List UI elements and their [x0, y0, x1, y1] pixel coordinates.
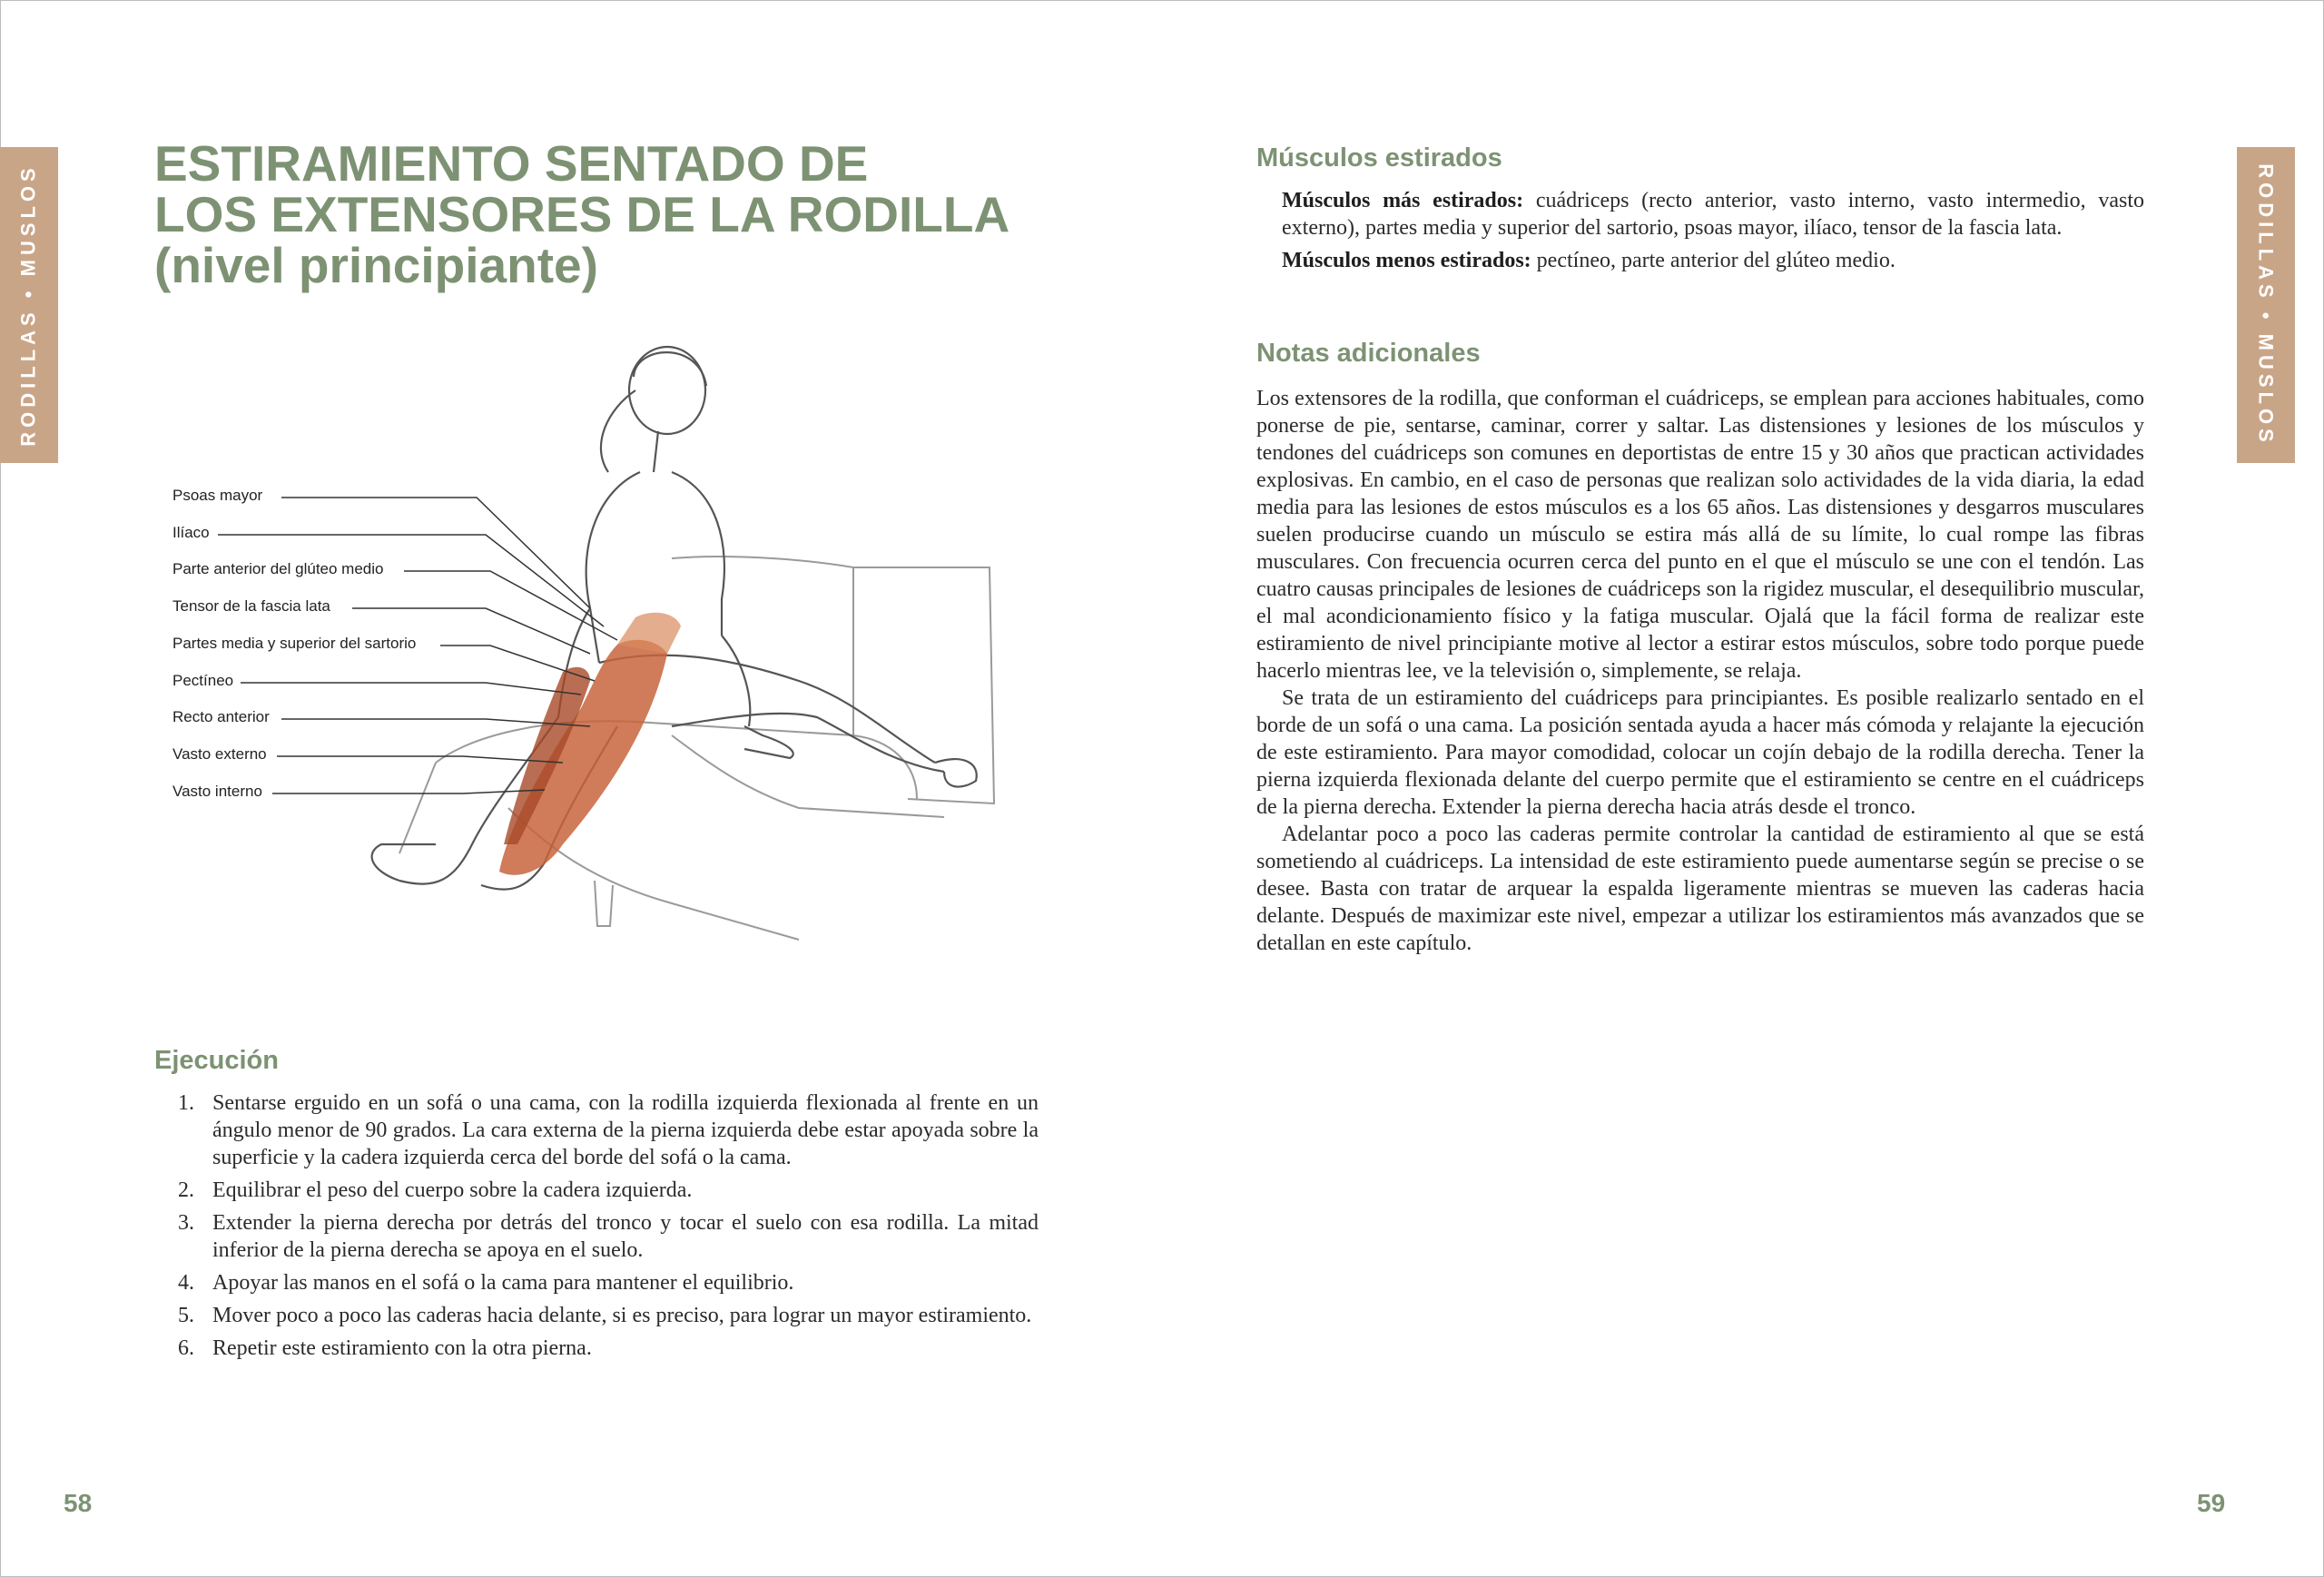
label-sartorio: Partes media y superior del sartorio: [172, 635, 417, 652]
section-tab-right: [2237, 147, 2295, 463]
label-iliaco: Ilíaco: [172, 524, 210, 541]
step-item: [178, 1302, 1039, 1329]
step-text: Equilibrar el peso del cuerpo sobre la cadera izquierda.: [212, 1178, 693, 1202]
label-tensor-fascia-lata: Tensor de la fascia lata: [172, 597, 330, 615]
step-text: Apoyar las manos en el sofá o la cama para mantener el equilibrio.: [212, 1271, 794, 1295]
step-number: 5.: [178, 1304, 194, 1327]
musculos-menos: [1282, 247, 2144, 274]
step-text: Sentarse erguido en un sofá o una cama, con la rodilla izquierda flexionada al frente en un ángulo menor de 90 grados. La cara externa de la pierna izquierda debe estar apoyada sobre la superficie y la cadera izquierda cerca del borde del sofá o la cama.: [212, 1091, 1039, 1169]
page-number-left: 58: [64, 1489, 93, 1517]
step-item: [178, 1209, 1039, 1264]
musculos-mas-label: Músculos más estirados:: [1282, 189, 1524, 212]
step-number: 6.: [178, 1336, 194, 1360]
musculos-heading: Músculos estirados: [1256, 143, 1502, 172]
ejecucion-steps: [178, 1089, 1039, 1367]
sofa-drawing: [399, 557, 994, 940]
label-psoas-mayor: Psoas mayor: [172, 487, 263, 504]
title-line-1: ESTIRAMIENTO SENTADO DE: [154, 135, 869, 192]
section-tab-left-label: RODILLAS • MUSLOS: [17, 163, 41, 447]
section-tab-left: [0, 147, 58, 463]
step-number: 3.: [178, 1211, 194, 1235]
page-number-right: 59: [2197, 1489, 2226, 1517]
step-item: [178, 1269, 1039, 1296]
title-line-3: (nivel principiante): [154, 237, 598, 293]
ejecucion-heading: Ejecución: [154, 1046, 279, 1075]
title-line-2: LOS EXTENSORES DE LA RODILLA: [154, 186, 1010, 242]
label-recto-anterior: Recto anterior: [172, 708, 270, 725]
notas-adicionales: [1256, 385, 2144, 957]
notas-paragraph: Adelantar poco a poco las caderas permite controlar la cantidad de estiramiento al que se está sometiendo al cuádriceps. La intensidad de este estiramiento puede aumentarse según se precise o se desee. Basta con tratar de arquear la espalda ligeramente mientras se mueven las caderas hacia delante. Después de maximizar este nivel, empezar a utilizar los estiramientos más avanzados que se detallan en este capítulo.: [1256, 823, 2144, 955]
label-vasto-interno: Vasto interno: [172, 783, 262, 800]
label-pectineo: Pectíneo: [172, 672, 234, 689]
step-number: 1.: [178, 1091, 194, 1115]
highlighted-muscles: [499, 613, 681, 875]
notas-paragraph: Se trata de un estiramiento del cuádriceps para principiantes. Es posible realizarlo sentado en el borde de un sofá o una cama. La posición sentada ayuda a hacer más cómoda y relajante la ejecución de este estiramiento. Para mayor comodidad, colocar un cojín debajo de la rodilla derecha. Tener la pierna izquierda flexionada delante del cuerpo permite que el estiramiento se centre en el cuádriceps de la pierna derecha. Extender la pierna derecha hacia atrás desde el tronco.: [1256, 686, 2144, 819]
musculos-estirados: [1282, 187, 2144, 280]
step-text: Extender la pierna derecha por detrás del tronco y tocar el suelo con esa rodilla. La mitad inferior de la pierna derecha se apoya en el suelo.: [212, 1211, 1039, 1262]
notas-heading: Notas adicionales: [1256, 339, 1481, 368]
anatomy-illustration: [163, 336, 1035, 953]
musculos-mas-text: cuádriceps (recto anterior, vasto interno, vasto intermedio, vasto externo), partes media y superior del sartorio, psoas mayor, ilíaco, tensor de la fascia lata.: [1282, 189, 2144, 240]
step-item: [178, 1335, 1039, 1362]
step-text: Repetir este estiramiento con la otra pierna.: [212, 1336, 592, 1360]
step-item: [178, 1177, 1039, 1204]
step-number: 4.: [178, 1271, 194, 1295]
musculos-mas: [1282, 187, 2144, 241]
musculos-menos-label: Músculos menos estirados:: [1282, 249, 1531, 272]
section-tab-right-label: RODILLAS • MUSLOS: [2255, 163, 2279, 447]
step-text: Mover poco a poco las caderas hacia delante, si es preciso, para lograr un mayor estiramiento.: [212, 1304, 1032, 1327]
step-item: [178, 1089, 1039, 1171]
step-number: 2.: [178, 1178, 194, 1202]
label-gluteo-medio: Parte anterior del glúteo medio: [172, 560, 384, 577]
notas-paragraph: Los extensores de la rodilla, que conforman el cuádriceps, se emplean para acciones habituales, como ponerse de pie, sentarse, caminar, correr y saltar. Las distensiones y lesiones de los músculos y tendones del cuádriceps son comunes en deportistas de entre 15 y 30 años que practican actividades explosivas. En cambio, en el caso de personas que realizan solo actividades de la vida diaria, la edad media para las lesiones de estos músculos es a los 65 años. Las distensiones y desgarros musculares suelen producirse cuando un músculo se estira más allá de su límite, lo cual rompe las fibras musculares. Con frecuencia ocurren cerca del punto en el que el músculo se une con el tendón. Las cuatro causas principales de lesiones de cuádriceps son la rigidez muscular, el desequilibrio muscular, el mal acondicionamiento físico y la fatiga muscular. Ojalá que la fácil forma de realizar este estiramiento de nivel principiante motive al lector a estirar estos músculos, sobre todo porque puede hacerlo mientras lee, ve la televisión o, simplemente, se relaja.: [1256, 387, 2144, 683]
label-vasto-externo: Vasto externo: [172, 745, 267, 763]
page-title: [154, 135, 1044, 293]
musculos-menos-text: pectíneo, parte anterior del glúteo medio.: [1531, 249, 1896, 272]
